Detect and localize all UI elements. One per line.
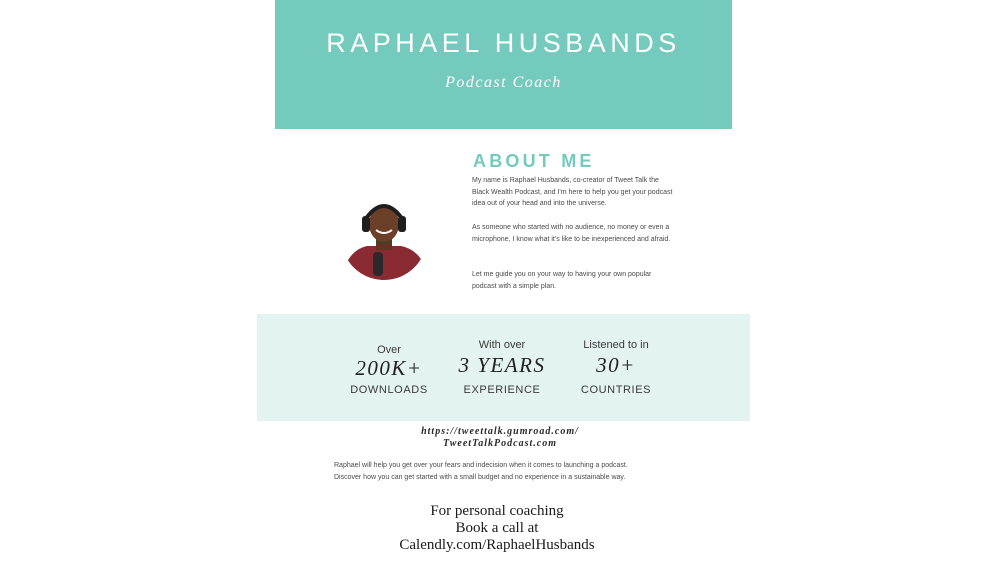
description-line: Discover how you can get started with a small budget and no experience in a sustainable way. xyxy=(334,474,626,481)
cta-line: For personal coaching xyxy=(430,503,564,519)
stat-label: EXPERIENCE xyxy=(463,384,541,396)
stat-value: 3 YEARS xyxy=(458,353,546,377)
stat-value: 200K+ xyxy=(355,356,423,380)
coach-name: RAPHAEL HUSBANDS xyxy=(326,28,681,58)
profile-photo xyxy=(337,194,431,280)
about-paragraph: My name is Raphael Husbands, co-creator of Tweet Talk the Black Wealth Podcast, and I'm here to help you get your podcast idea out of your head and into the universe. xyxy=(472,177,673,208)
calendly-link[interactable]: Calendly.com/RaphaelHusbands xyxy=(399,537,595,553)
stat-prefix: Over xyxy=(377,344,401,356)
header-banner xyxy=(275,0,732,129)
about-title: ABOUT ME xyxy=(473,151,595,171)
podcast-website-link[interactable]: TweetTalkPodcast.com xyxy=(443,438,557,449)
cta-line: Book a call at xyxy=(455,520,539,536)
stat-label: DOWNLOADS xyxy=(350,384,428,396)
about-paragraph: As someone who started with no audience, no money or even a microphone, I know what it's like to be inexperienced and afraid. xyxy=(472,224,671,243)
stat-prefix: Listened to in xyxy=(583,339,649,351)
about-paragraph: Let me guide you on your way to having your own popular podcast with a simple plan. xyxy=(472,271,652,290)
coach-role: Podcast Coach xyxy=(445,74,562,91)
gumroad-link[interactable]: https://tweettalk.gumroad.com/ xyxy=(421,426,579,437)
description-line: Raphael will help you get over your fears and indecision when it comes to launching a podcast. xyxy=(334,462,628,469)
stat-label: COUNTRIES xyxy=(580,384,652,396)
stat-value: 30+ xyxy=(596,353,636,377)
stat-prefix: With over xyxy=(478,339,526,351)
